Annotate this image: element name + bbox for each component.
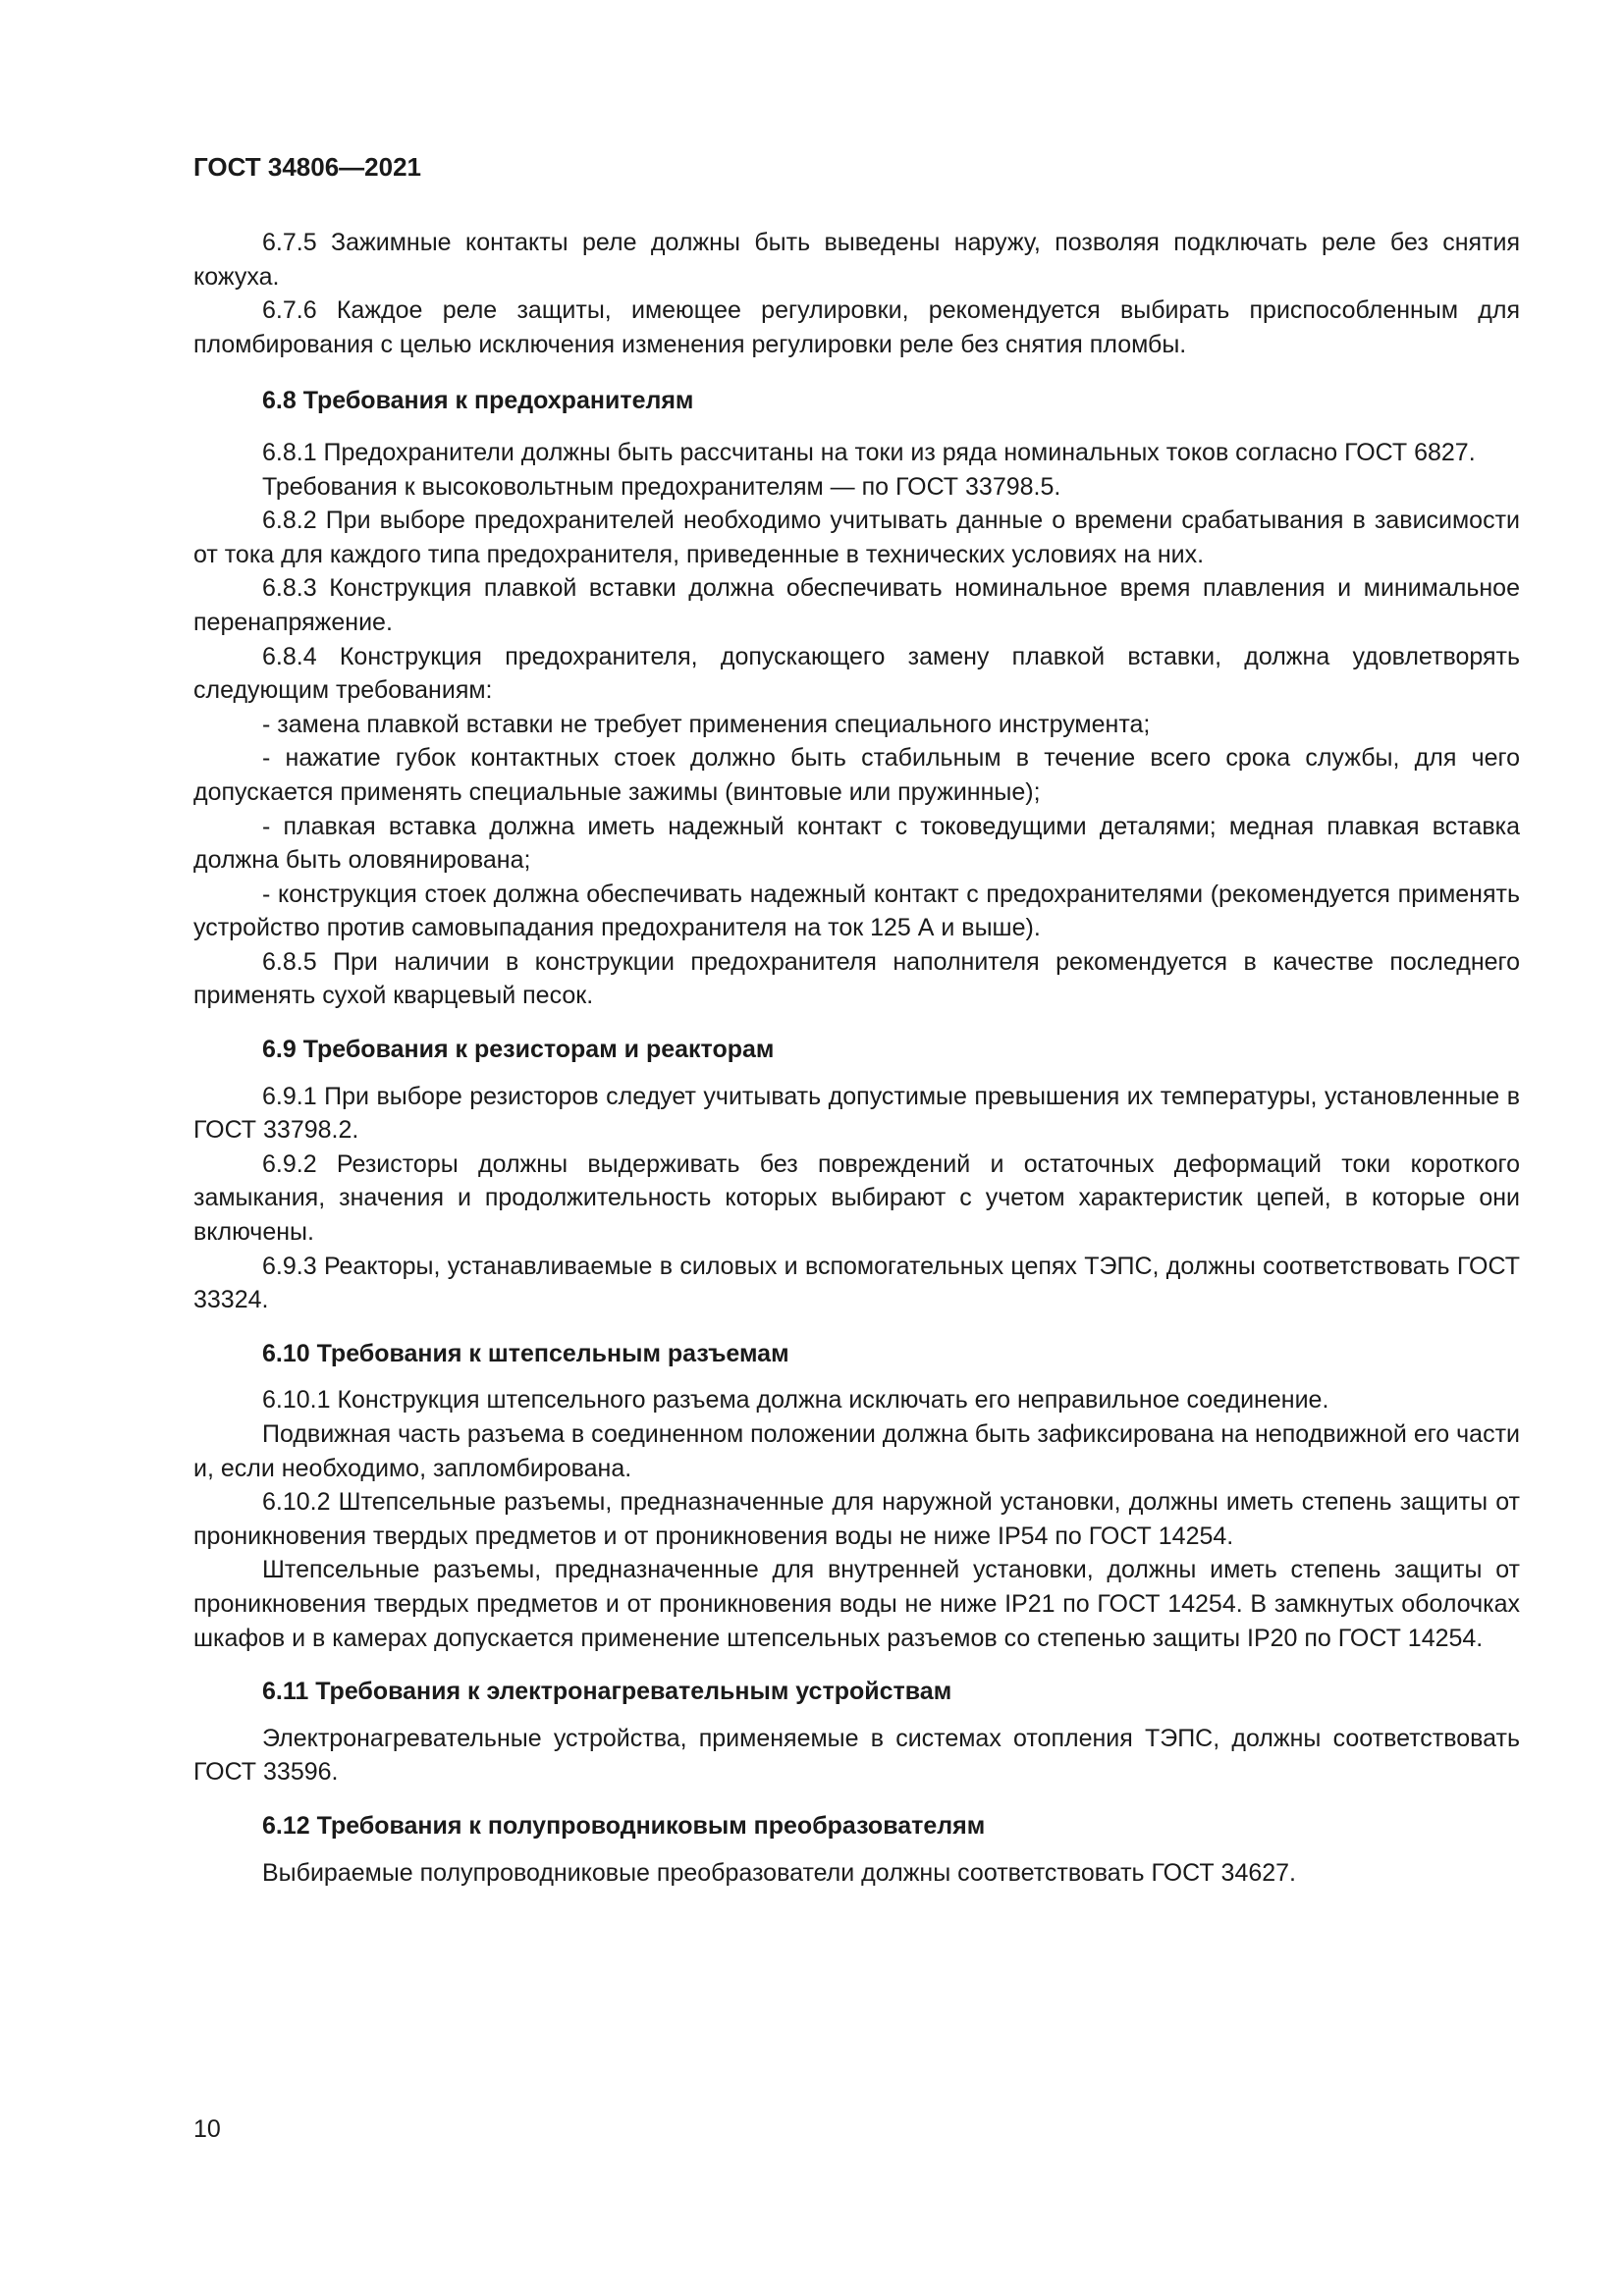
list-item: - замена плавкой вставки не требует применения специального инструмента; bbox=[262, 710, 1151, 738]
paragraph-6-8-4: 6.8.4 Конструкция предохранителя, допускающего замену плавкой вставки, должна удовлетворять следующим требованиям: bbox=[193, 642, 1520, 705]
list-item: - нажатие губок контактных стоек должно быть стабильным в течение всего срока службы, для чего допускается применять специальные зажимы (винтовые или пружинные); bbox=[193, 744, 1520, 806]
list-item: - плавкая вставка должна иметь надежный контакт с токоведущими деталями; медная плавкая вставка должна быть оловянирована; bbox=[193, 812, 1520, 875]
paragraph-6-9-2: 6.9.2 Резисторы должны выдерживать без повреждений и остаточных деформаций токи короткого замыкания, значения и продолжительность которых выбирают с учетом характеристик цепей, в которые они включены. bbox=[193, 1149, 1520, 1247]
list-item: - конструкция стоек должна обеспечивать надежный контакт с предохранителями (рекомендуется применять устройство против самовыпадания предохранителя на ток 125 А и выше). bbox=[193, 880, 1520, 942]
paragraph-6-9-3: 6.9.3 Реакторы, устанавливаемые в силовых и вспомогательных цепях ТЭПС, должны соответствовать ГОСТ 33324. bbox=[193, 1252, 1520, 1314]
paragraph-6-8-3: 6.8.3 Конструкция плавкой вставки должна обеспечивать номинальное время плавления и минимальное перенапряжение. bbox=[193, 574, 1520, 636]
paragraph-6-10-2: 6.10.2 Штепсельные разъемы, предназначенные для наружной установки, должны иметь степень защиты от проникновения твердых предметов и от проникновения воды не ниже IP54 по ГОСТ 14254. bbox=[193, 1488, 1520, 1550]
paragraph-6-7-6: 6.7.6 Каждое реле защиты, имеющее регулировки, рекомендуется выбирать приспособленным для пломбирования с целью исключения изменения регулировки реле без снятия пломбы. bbox=[193, 296, 1520, 358]
page-number: 10 bbox=[193, 2115, 221, 2143]
section-heading-6-9: 6.9 Требования к резисторам и реакторам bbox=[262, 1036, 775, 1064]
page-body bbox=[193, 226, 1520, 1890]
paragraph-6-12: Выбираемые полупроводниковые преобразователи должны соответствовать ГОСТ 34627. bbox=[262, 1858, 1297, 1887]
paragraph-6-8-2: 6.8.2 При выборе предохранителей необходимо учитывать данные о времени срабатывания в зависимости от тока для каждого типа предохранителя, приведенные в технических условиях на них. bbox=[193, 507, 1520, 568]
paragraph-6-11: Электронагревательные устройства, применяемые в системах отопления ТЭПС, должны соответствовать ГОСТ 33596. bbox=[193, 1724, 1520, 1787]
paragraph-6-10-2-note: Штепсельные разъемы, предназначенные для внутренней установки, должны иметь степень защиты от проникновения твердых предметов и от проникновения воды не ниже IP21 по ГОСТ 14254. В замкнутых оболочках шкафов и в камерах допускается применение штепсельных разъемов со степенью защиты IP20 по ГОСТ 14254. bbox=[193, 1556, 1520, 1652]
paragraph-6-8-1-note: Требования к высоковольтным предохранителям — по ГОСТ 33798.5. bbox=[262, 472, 1061, 501]
section-heading-6-12: 6.12 Требования к полупроводниковым преобразователям bbox=[262, 1811, 986, 1840]
section-heading-6-10: 6.10 Требования к штепсельным разъемам bbox=[262, 1339, 789, 1367]
paragraph-6-9-1: 6.9.1 При выборе резисторов следует учитывать допустимые превышения их температуры, установленные в ГОСТ 33798.2. bbox=[193, 1082, 1520, 1145]
paragraph-6-8-1: 6.8.1 Предохранители должны быть рассчитаны на токи из ряда номинальных токов согласно ГОСТ 6827. bbox=[262, 438, 1476, 466]
section-heading-6-11: 6.11 Требования к электронагревательным устройствам bbox=[262, 1678, 952, 1706]
document-header: ГОСТ 34806—2021 bbox=[193, 152, 421, 182]
section-heading-6-8: 6.8 Требования к предохранителям bbox=[262, 387, 694, 415]
paragraph-6-8-5: 6.8.5 При наличии в конструкции предохранителя наполнителя рекомендуется в качестве последнего применять сухой кварцевый песок. bbox=[193, 947, 1520, 1010]
paragraph-6-7-5: 6.7.5 Зажимные контакты реле должны быть выведены наружу, позволяя подключать реле без снятия кожуха. bbox=[193, 229, 1520, 291]
paragraph-6-10-1-note: Подвижная часть разъема в соединенном положении должна быть зафиксирована на неподвижной его части и, если необходимо, запломбирована. bbox=[193, 1420, 1520, 1482]
paragraph-6-10-1: 6.10.1 Конструкция штепсельного разъема должна исключать его неправильное соединение. bbox=[262, 1386, 1329, 1415]
